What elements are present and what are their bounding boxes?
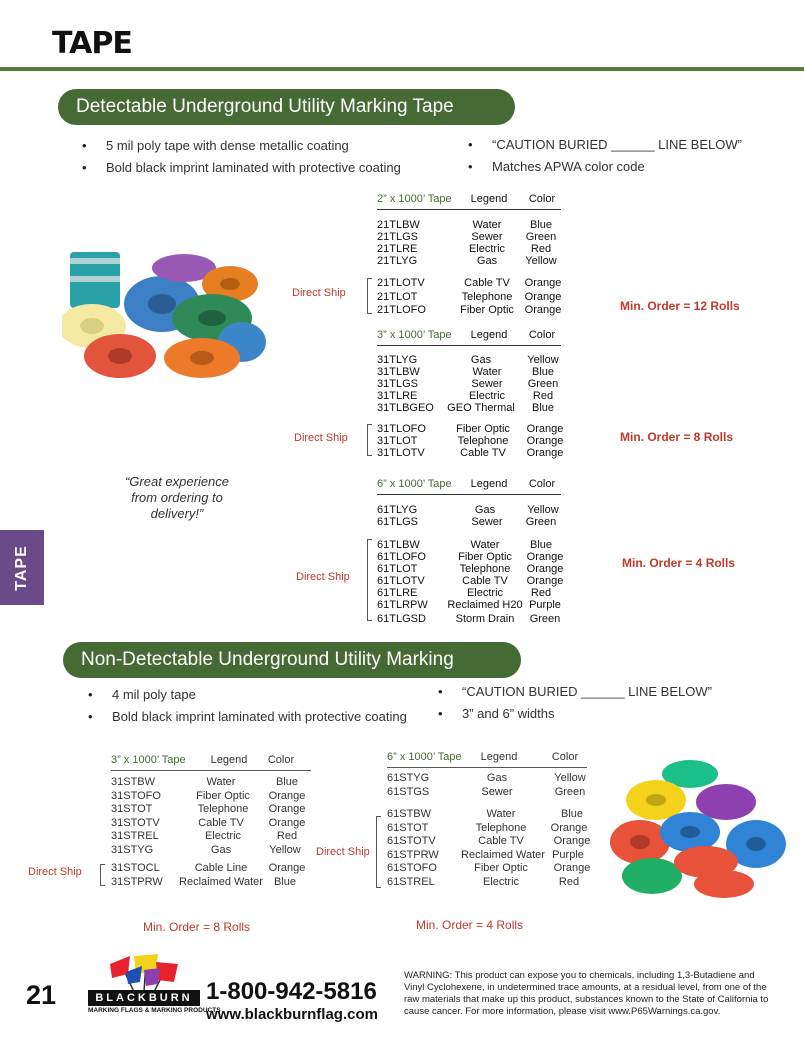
size-header: 2” x 1000’ Tape [377, 193, 452, 205]
legend-cell: Water [472, 219, 502, 231]
table-row [377, 243, 561, 255]
direct-ship-bracket [367, 539, 372, 621]
table-header [387, 751, 587, 767]
part-number: 31TLOT [377, 435, 418, 447]
table-row [377, 435, 564, 447]
direct-ship-bracket [376, 816, 381, 888]
legend-cell: Cable TV [462, 575, 508, 587]
color-cell: Orange [524, 277, 562, 289]
table-row [377, 255, 561, 267]
phone-number[interactable]: 1-800-942-5816 [206, 978, 377, 1005]
table-row [377, 231, 561, 243]
legend-cell: Sewer [471, 378, 503, 390]
legend-cell: GEO Thermal [447, 402, 515, 414]
table-row [111, 803, 311, 817]
table-row [377, 423, 564, 435]
part-number: 31STOT [111, 803, 153, 815]
part-number: 31STYG [111, 843, 154, 856]
detectable-tape-rolls-image [62, 246, 268, 386]
table-row [377, 304, 561, 318]
table-row [377, 390, 561, 402]
size-header: 6” x 1000’ Tape [377, 478, 452, 490]
part-number: 21TLOT [377, 290, 418, 303]
table-header [377, 193, 561, 209]
table-row [377, 402, 561, 414]
part-number: 61TLOFO [377, 551, 426, 563]
color-header: Color [528, 478, 556, 490]
color-cell: Orange [268, 789, 306, 802]
table-row [111, 790, 311, 804]
part-number: 61TLGS [377, 516, 418, 528]
color-cell: Red [276, 830, 298, 842]
color-cell: Blue [529, 539, 553, 551]
legend-cell: Electric [468, 390, 506, 402]
legend-cell: Water [470, 539, 500, 551]
nondetectable-table-3in [111, 754, 311, 889]
legend-cell: Cable TV [198, 816, 244, 829]
table-row [387, 786, 587, 800]
legend-cell: Storm Drain [455, 612, 515, 625]
legend-cell: Gas [474, 504, 496, 516]
nondetectable-tape-rolls-image [606, 756, 790, 900]
color-cell: Orange [524, 290, 562, 303]
legend-cell: Sewer [471, 516, 503, 528]
bullet-item: • 4 mil poly tape [88, 684, 407, 706]
table-row [111, 830, 311, 844]
direct-ship-label: Direct Ship [292, 287, 346, 299]
min-order-label: Min. Order = 12 Rolls [620, 299, 740, 313]
part-number: 21TLOTV [377, 277, 425, 289]
part-number: 61STOTV [387, 835, 436, 847]
bullet-item: • Matches APWA color code [468, 156, 742, 178]
nondetectable-table-6in [387, 751, 591, 889]
color-cell: Orange [553, 862, 591, 874]
legend-cell: Sewer [481, 785, 513, 798]
part-number: 21TLYG [377, 255, 418, 267]
part-number: 21TLGS [377, 231, 418, 243]
legend-cell: Water [206, 776, 236, 788]
customer-quote: “Great experience from ordering to delivery!” [124, 474, 230, 521]
bullet-item: • 5 mil poly tape with dense metallic coating [82, 135, 401, 157]
part-number: 21TLRE [377, 243, 418, 255]
part-number: 61TLRPW [377, 599, 428, 611]
table-row [377, 599, 561, 613]
table-row [377, 366, 561, 378]
nondetectable-bullets-right [438, 681, 712, 725]
legend-cell: Cable TV [464, 277, 510, 289]
legend-cell: Gas [486, 772, 508, 784]
bullet-item: • Bold black imprint laminated with protective coating [82, 157, 401, 179]
direct-ship-bracket [367, 424, 372, 456]
table-header [377, 478, 561, 494]
size-header: 3” x 1000’ Tape [377, 329, 452, 341]
color-cell: Orange [526, 575, 564, 587]
min-order-label: Min. Order = 4 Rolls [416, 918, 524, 932]
part-number: 61TLOTV [377, 575, 425, 587]
table-header [377, 329, 561, 345]
color-header: Color [528, 329, 556, 341]
color-cell: Yellow [527, 504, 559, 516]
color-cell: Orange [268, 862, 306, 874]
part-number: 31TLYG [377, 354, 418, 366]
blackburn-flags-logo-icon [104, 952, 184, 992]
table-row [387, 772, 587, 786]
color-cell: Orange [550, 821, 588, 834]
part-number: 31TLRE [377, 390, 418, 402]
part-number: 31STOTV [111, 816, 160, 829]
legend-cell: Telephone [197, 803, 249, 815]
part-number: 61STBW [387, 808, 432, 820]
table-row [111, 776, 311, 790]
part-number: 61STOFO [387, 862, 437, 874]
color-cell: Yellow [554, 772, 586, 784]
legend-header: Legend [470, 478, 508, 490]
direct-ship-bracket [100, 864, 105, 886]
legend-header: Legend [210, 754, 248, 766]
part-number: 31STREL [111, 830, 159, 842]
part-number: 61STYG [387, 772, 430, 784]
nondetectable-heading: Non-Detectable Underground Utility Marking [63, 642, 521, 678]
legend-cell: Gas [470, 354, 492, 366]
color-cell: Orange [526, 423, 564, 435]
legend-cell: Sewer [471, 231, 503, 243]
legend-cell: Electric [468, 243, 506, 255]
part-number: 31TLBW [377, 366, 420, 378]
size-header: 3” x 1000’ Tape [111, 754, 186, 766]
table-row [377, 447, 564, 459]
bullet-item: • “CAUTION BURIED ______ LINE BELOW” [438, 681, 712, 703]
legend-cell: Fiber Optic [196, 789, 250, 802]
legend-cell: Reclaimed Water [179, 875, 263, 888]
color-cell: Yellow [527, 354, 559, 366]
legend-cell: Reclaimed H20 [447, 599, 523, 611]
direct-ship-label: Direct Ship [28, 866, 82, 878]
table-row [387, 849, 587, 863]
color-cell: Blue [273, 875, 297, 888]
color-cell: Orange [526, 447, 564, 459]
part-number: 31TLBGEO [377, 402, 434, 414]
min-order-label: Min. Order = 8 Rolls [620, 430, 734, 444]
table-row [377, 613, 561, 627]
min-order-label: Min. Order = 4 Rolls [622, 556, 736, 570]
color-cell: Red [532, 390, 554, 402]
table-row [377, 587, 561, 599]
legend-header: Legend [470, 193, 508, 205]
table-row [387, 822, 587, 836]
table-row [111, 844, 311, 858]
color-cell: Red [530, 587, 552, 599]
direct-ship-label: Direct Ship [294, 432, 348, 444]
part-number: 31TLOTV [377, 447, 425, 459]
color-cell: Yellow [269, 843, 301, 856]
table-header [111, 754, 311, 770]
part-number: 61TLOT [377, 563, 418, 575]
table-row [111, 876, 311, 890]
table-row [377, 504, 561, 516]
color-cell: Green [525, 516, 557, 528]
color-cell: Orange [524, 304, 562, 316]
legend-cell: Gas [476, 255, 498, 267]
table-row [111, 817, 311, 831]
table-row [377, 219, 561, 231]
part-number: 61TLBW [377, 539, 420, 551]
detectable-bullets-right [468, 134, 742, 178]
detectable-table-2in [377, 193, 561, 318]
color-cell: Blue [529, 219, 553, 231]
table-row [377, 277, 561, 291]
detectable-table-6in [377, 478, 564, 626]
brand-name: BLACKBURN [88, 990, 200, 1006]
legend-cell: Fiber Optic [460, 304, 514, 316]
color-cell: Green [554, 785, 586, 798]
part-number: 21TLOFO [377, 304, 426, 316]
page-number: 21 [26, 980, 57, 1010]
color-cell: Green [525, 231, 557, 243]
part-number: 61TLYG [377, 504, 418, 516]
table-row [377, 516, 561, 528]
brand-tagline: MARKING FLAGS & MARKING PRODUCTS [88, 1007, 221, 1014]
color-cell: Blue [531, 402, 555, 414]
part-number: 31TLOFO [377, 423, 426, 435]
title-divider [0, 67, 804, 71]
legend-cell: Telephone [475, 821, 527, 834]
table-row [377, 378, 561, 390]
color-cell: Orange [268, 803, 306, 815]
color-cell: Blue [560, 808, 584, 820]
color-header: Color [528, 193, 556, 205]
part-number: 61STREL [387, 875, 435, 888]
legend-cell: Cable TV [478, 835, 524, 847]
color-cell: Purple [552, 848, 584, 861]
legend-cell: Electric [204, 830, 242, 842]
color-cell: Orange [268, 816, 306, 829]
table-row [387, 835, 591, 849]
detectable-bullets-left [82, 135, 401, 179]
legend-cell: Electric [482, 875, 520, 888]
color-cell: Orange [553, 835, 591, 847]
color-header: Color [267, 754, 295, 766]
color-cell: Red [558, 875, 580, 888]
bullet-item: • “CAUTION BURIED ______ LINE BELOW” [468, 134, 742, 156]
color-cell: Orange [526, 435, 564, 447]
part-number: 61STGS [387, 785, 430, 798]
size-header: 6” x 1000’ Tape [387, 751, 462, 763]
color-cell: Purple [529, 599, 561, 611]
page-title: TAPE [52, 26, 132, 61]
legend-cell: Fiber Optic [474, 862, 528, 874]
bullet-item: • Bold black imprint laminated with protective coating [88, 706, 407, 728]
direct-ship-label: Direct Ship [296, 571, 350, 583]
part-number: 61STPRW [387, 848, 439, 861]
color-cell: Orange [526, 551, 564, 563]
color-cell: Yellow [525, 255, 557, 267]
bullet-item: • 3” and 6” widths [438, 703, 712, 725]
detectable-heading: Detectable Underground Utility Marking Tape [58, 89, 515, 125]
table-row [111, 862, 311, 876]
side-tab[interactable] [0, 530, 44, 605]
part-number: 31STPRW [111, 875, 163, 888]
color-cell: Green [527, 378, 559, 390]
part-number: 31TLGS [377, 378, 418, 390]
table-row [377, 291, 561, 305]
legend-header: Legend [470, 329, 508, 341]
table-row [377, 354, 561, 366]
part-number: 31STOFO [111, 789, 161, 802]
legend-cell: Telephone [457, 435, 509, 447]
legend-cell: Water [486, 808, 516, 820]
color-cell: Red [530, 243, 552, 255]
part-number: 31STBW [111, 776, 156, 788]
part-number: 61TLRE [377, 587, 418, 599]
legend-cell: Electric [466, 587, 504, 599]
legend-cell: Fiber Optic [456, 423, 510, 435]
part-number: 61TLGSD [377, 612, 426, 625]
website-link[interactable]: www.blackburnflag.com [206, 1006, 378, 1023]
color-cell: Blue [275, 776, 299, 788]
part-number: 31STOCL [111, 862, 160, 874]
side-tab-label: TAPE [13, 544, 30, 591]
legend-cell: Cable Line [194, 862, 248, 874]
direct-ship-bracket [367, 278, 372, 314]
prop65-warning: WARNING: This product can expose you to chemicals, including 1,3-Butadiene and Vinyl Cyclohexene, in undetermined trace amounts, at a residual level, from one of the raw materials that make up this product, substances known to the State of California to cause cancer. For more information, please visit www.P65Warnings.ca.gov. [404, 970, 769, 1017]
legend-cell: Reclaimed Water [461, 848, 545, 861]
color-cell: Orange [526, 563, 564, 575]
color-header: Color [551, 751, 579, 763]
table-row [377, 563, 564, 575]
detectable-table-3in [377, 329, 564, 459]
color-cell: Green [529, 612, 561, 625]
legend-cell: Cable TV [460, 447, 506, 459]
legend-cell: Telephone [459, 563, 511, 575]
table-row [387, 808, 587, 822]
min-order-label: Min. Order = 8 Rolls [143, 920, 251, 934]
table-row [377, 551, 564, 563]
legend-cell: Telephone [461, 290, 513, 303]
table-row [377, 575, 564, 587]
legend-header: Legend [480, 751, 518, 763]
part-number: 61STOT [387, 821, 429, 834]
table-row [387, 862, 591, 876]
legend-cell: Fiber Optic [458, 551, 512, 563]
direct-ship-label: Direct Ship [316, 846, 370, 858]
legend-cell: Gas [210, 843, 232, 856]
color-cell: Blue [531, 366, 555, 378]
table-row [387, 876, 587, 890]
nondetectable-bullets-left [88, 684, 407, 728]
part-number: 21TLBW [377, 219, 420, 231]
table-row [377, 539, 561, 551]
legend-cell: Water [472, 366, 502, 378]
